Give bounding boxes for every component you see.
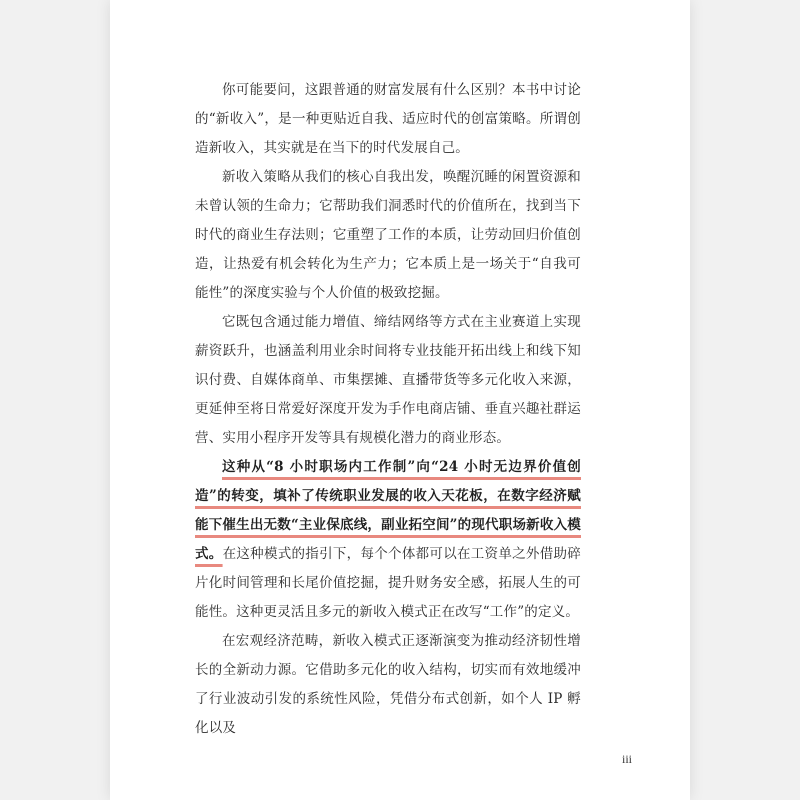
- paragraph-3: 它既包含通过能力增值、缔结网络等方式在主业赛道上实现薪资跃升，也涵盖利用业余时间将专业技能开拓出线上和线下知识付费、自媒体商单、市集摆摊、直播带货等多元化收入来源，更延伸至将日常爱好深度开发为手作电商店铺、垂直兴趣社群运营、实用小程序开发等具有规模化潜力的商业形态。: [195, 314, 581, 446]
- paragraph-4-text: 在这种模式的指引下，每个个体都可以在工资单之外借助碎片化时间管理和长尾价值挖掘，提升财务安全感，拓展人生的可能性。这种更灵活且多元的新收入模式正在改写“工作”的定义。: [195, 546, 581, 620]
- page-body: [195, 76, 581, 743]
- paragraph-2: 新收入策略从我们的核心自我出发，唤醒沉睡的闲置资源和未曾认领的生命力；它帮助我们洞悉时代的价值所在，找到当下时代的商业生存法则；它重塑了工作的本质，让劳动回归价值创造，让热爱有机会转化为生产力；它本质上是一场关于“自我可能性”的深度实验与个人价值的极致挖掘。: [195, 169, 581, 301]
- paragraph-5: 在宏观经济范畴，新收入模式正逐渐演变为推动经济韧性增长的全新动力源。它借助多元化的收入结构，切实而有效地缓冲了行业波动引发的系统性风险，凭借分布式创新，如个人 IP 孵化以及: [195, 633, 581, 736]
- page-number: iii: [622, 752, 633, 766]
- highlighted-passage[interactable]: 这种从“8 小时职场内工作制”向“24 小时无边界价值创造”的转变，填补了传统职业发展的收入天花板，在数字经济赋能下催生出无数“主业保底线，副业拓空间”的现代职场新收入模式。: [195, 459, 581, 562]
- document-page: [110, 0, 690, 800]
- paragraph-4: [195, 453, 581, 627]
- paragraph-1: 你可能要问，这跟普通的财富发展有什么区别？本书中讨论的“新收入”，是一种更贴近自我、适应时代的创富策略。所谓创造新收入，其实就是在当下的时代发展自己。: [195, 82, 581, 156]
